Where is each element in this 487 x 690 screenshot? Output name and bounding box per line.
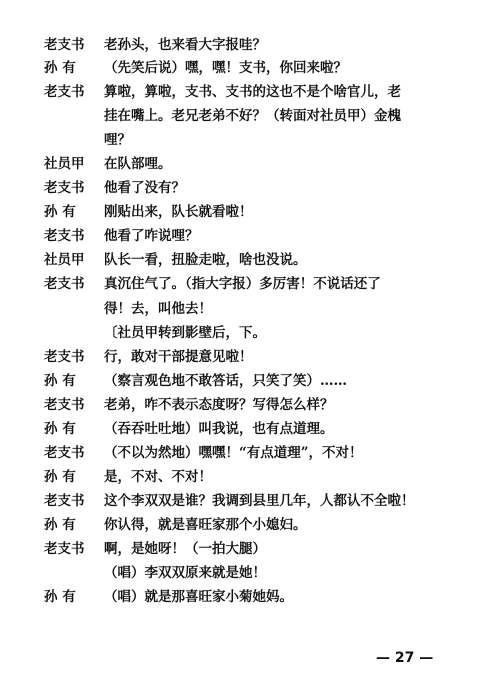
dialogue-line — [0, 249, 487, 273]
dialogue-line — [0, 514, 487, 538]
line-text: （唱）李双双原来就是她！ — [104, 565, 266, 581]
speaker-name: 老支书 — [44, 397, 85, 413]
dialogue-line — [0, 394, 487, 418]
speaker-name: 老支书 — [44, 493, 85, 509]
dialogue-line — [0, 322, 487, 346]
dialogue-line — [0, 298, 487, 322]
line-text: （吞吞吐吐地）叫我说，也有点道理。 — [104, 421, 334, 437]
line-text: 他看了没有？ — [104, 180, 185, 196]
page-number: — 27 — — [376, 650, 434, 666]
line-text: （先笑后说）嘿，嘿！支书，你回来啦？ — [104, 60, 347, 76]
dialogue-line — [0, 538, 487, 562]
dialogue-line — [0, 273, 487, 297]
speaker-name: 老支书 — [44, 349, 85, 365]
dialogue-line — [0, 466, 487, 490]
line-text: 老弟，咋不表示态度呀？写得怎么样？ — [104, 397, 334, 413]
speaker-name: 老支书 — [44, 84, 85, 100]
speaker-name: 孙 有 — [44, 421, 76, 437]
speaker-name: 老支书 — [44, 37, 85, 53]
dialogue-line — [0, 490, 487, 514]
line-text: （唱）就是那喜旺家小菊她妈。 — [104, 589, 293, 605]
speaker-name: 社员甲 — [44, 156, 85, 172]
dialogue-line — [0, 225, 487, 249]
dialogue-line — [0, 57, 487, 81]
line-text: 队长一看，扭脸走啦，啥也没说。 — [104, 252, 307, 268]
speaker-name: 老支书 — [44, 180, 85, 196]
speaker-name: 老支书 — [44, 228, 85, 244]
line-text: 真沉住气了。（指大字报）多厉害！不说话还了 — [104, 276, 381, 292]
speaker-name: 孙 有 — [44, 204, 76, 220]
speaker-name: 孙 有 — [44, 60, 76, 76]
dialogue-line — [0, 153, 487, 177]
dialogue-line — [0, 586, 487, 610]
dialogue-line — [0, 129, 487, 153]
speaker-name: 孙 有 — [44, 373, 76, 389]
line-text: 这个李双双是谁？我调到县里几年，人都认不全啦！ — [104, 493, 415, 509]
dialogue-line — [0, 442, 487, 466]
line-text: （不以为然地）嘿嘿！“有点道理”，不对！ — [104, 445, 363, 461]
line-text: 挂在嘴上。老兄老弟不好？（转面对社员甲）金槐 — [104, 108, 401, 124]
dialogue-line — [0, 201, 487, 225]
line-text: 得！去，叫他去！ — [104, 301, 212, 317]
line-text: 是，不对、不对！ — [104, 469, 212, 485]
line-text: 〔社员甲转到影壁后，下。 — [104, 325, 266, 341]
line-text: 行，敢对干部提意见啦！ — [104, 349, 253, 365]
speaker-name: 老支书 — [44, 445, 85, 461]
dialogue-line — [0, 370, 487, 394]
speaker-name: 孙 有 — [44, 589, 76, 605]
speaker-name: 孙 有 — [44, 517, 76, 533]
line-text: 你认得，就是喜旺家那个小媳妇。 — [104, 517, 307, 533]
speaker-name: 老支书 — [44, 276, 85, 292]
dialogue-line — [0, 81, 487, 105]
line-text: 啊，是她呀！（一拍大腿） — [104, 541, 266, 557]
line-text: 他看了咋说哩？ — [104, 228, 199, 244]
speaker-name: 老支书 — [44, 541, 85, 557]
dialogue-line — [0, 105, 487, 129]
line-text: （察言观色地不敢答话，只笑了笑）…… — [104, 373, 347, 389]
dialogue-line — [0, 34, 487, 58]
speaker-name: 孙 有 — [44, 469, 76, 485]
speaker-name: 社员甲 — [44, 252, 85, 268]
dialogue-line — [0, 346, 487, 370]
dialogue-line — [0, 418, 487, 442]
line-text: 刚贴出来，队长就看啦！ — [104, 204, 253, 220]
line-text: 算啦，算啦，支书、支书的这也不是个啥官儿，老 — [104, 84, 401, 100]
line-text: 在队部哩。 — [104, 156, 172, 172]
dialogue-line — [0, 562, 487, 586]
line-text: 老孙头，也来看大字报哇？ — [104, 37, 266, 53]
dialogue-line — [0, 177, 487, 201]
line-text: 哩？ — [104, 132, 131, 148]
